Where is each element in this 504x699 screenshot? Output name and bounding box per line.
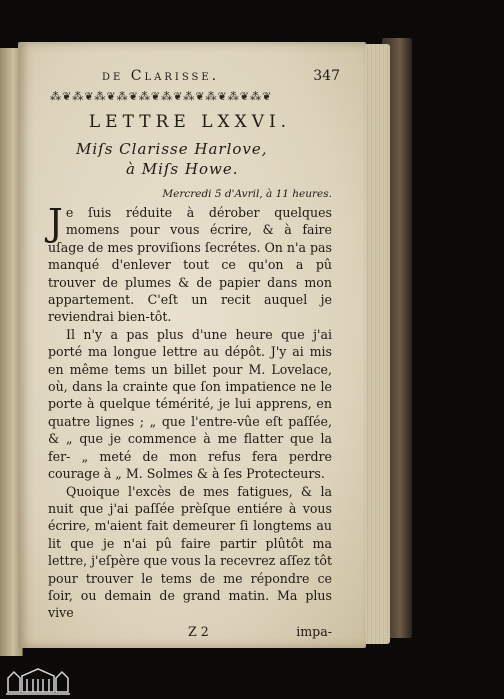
recipient-line-1: Miſs Clarisse Harlove, <box>76 140 268 158</box>
library-logo-icon <box>4 666 72 696</box>
paragraph-1-text: e ſuis réduite à dérober quelques momens pour vous écrire, & à faire uſage de mes proviſions ſecrétes. On n'a pas manqué d'enlever tout ce qu'on a pû trouver de plumes & de papier dans mon appartement. C'eſt un recit auquel je reviendrai bien-tôt. <box>48 205 333 325</box>
paragraph-2: Il n'y a pas plus d'une heure que j'ai porté ma longue lettre au dépôt. J'y ai mis en même tems un billet pour M. Lovelace, où, dans la crainte que ſon impatience ne le porte à quelque témérité, je lui apprens, en quatre lignes ; „ que l'entre-vûe eſt paſſée, & „ que je commence à me flatter que la fer- „ meté de mon refus fera perdre courage à „ M. Solmes & à ſes Protecteurs. <box>48 326 332 482</box>
drop-cap: J <box>48 201 63 244</box>
page-header <box>48 68 340 88</box>
dateline: Mercredi 5 d'Avril, à 11 heures. <box>162 188 332 200</box>
book-page <box>18 42 366 648</box>
signature-mark: Z 2 <box>188 623 209 639</box>
ornament-rule: ⁂❦⁂❦⁂❦⁂❦⁂❦⁂❦⁂❦⁂❦⁂❦⁂❦ <box>50 90 273 103</box>
page-footer <box>48 624 332 642</box>
page-content <box>48 68 340 642</box>
page-fore-edge <box>362 44 390 644</box>
recipient-line-2: à Miſs Howe. <box>126 160 239 178</box>
paragraph-1 <box>48 201 333 326</box>
running-head: de Clarisse. <box>102 68 220 84</box>
page-number: 347 <box>313 68 340 84</box>
catchword: impa- <box>296 623 332 639</box>
paragraph-3: Quoique l'excès de mes fatigues, & la nuit que j'ai paſſée prèſque entiére à vous écrire, m'aient fait demeurer ſi longtems au lit que je n'ai pû faire partir plûtôt ma lettre, j'eſpère que vous la recevrez aſſez tôt pour trouver le tems de me répondre ce ſoir, ou demain de grand matin. Ma plus vive <box>48 483 332 621</box>
letter-body <box>48 201 333 622</box>
letter-title: LETTRE LXXVI. <box>88 112 292 132</box>
